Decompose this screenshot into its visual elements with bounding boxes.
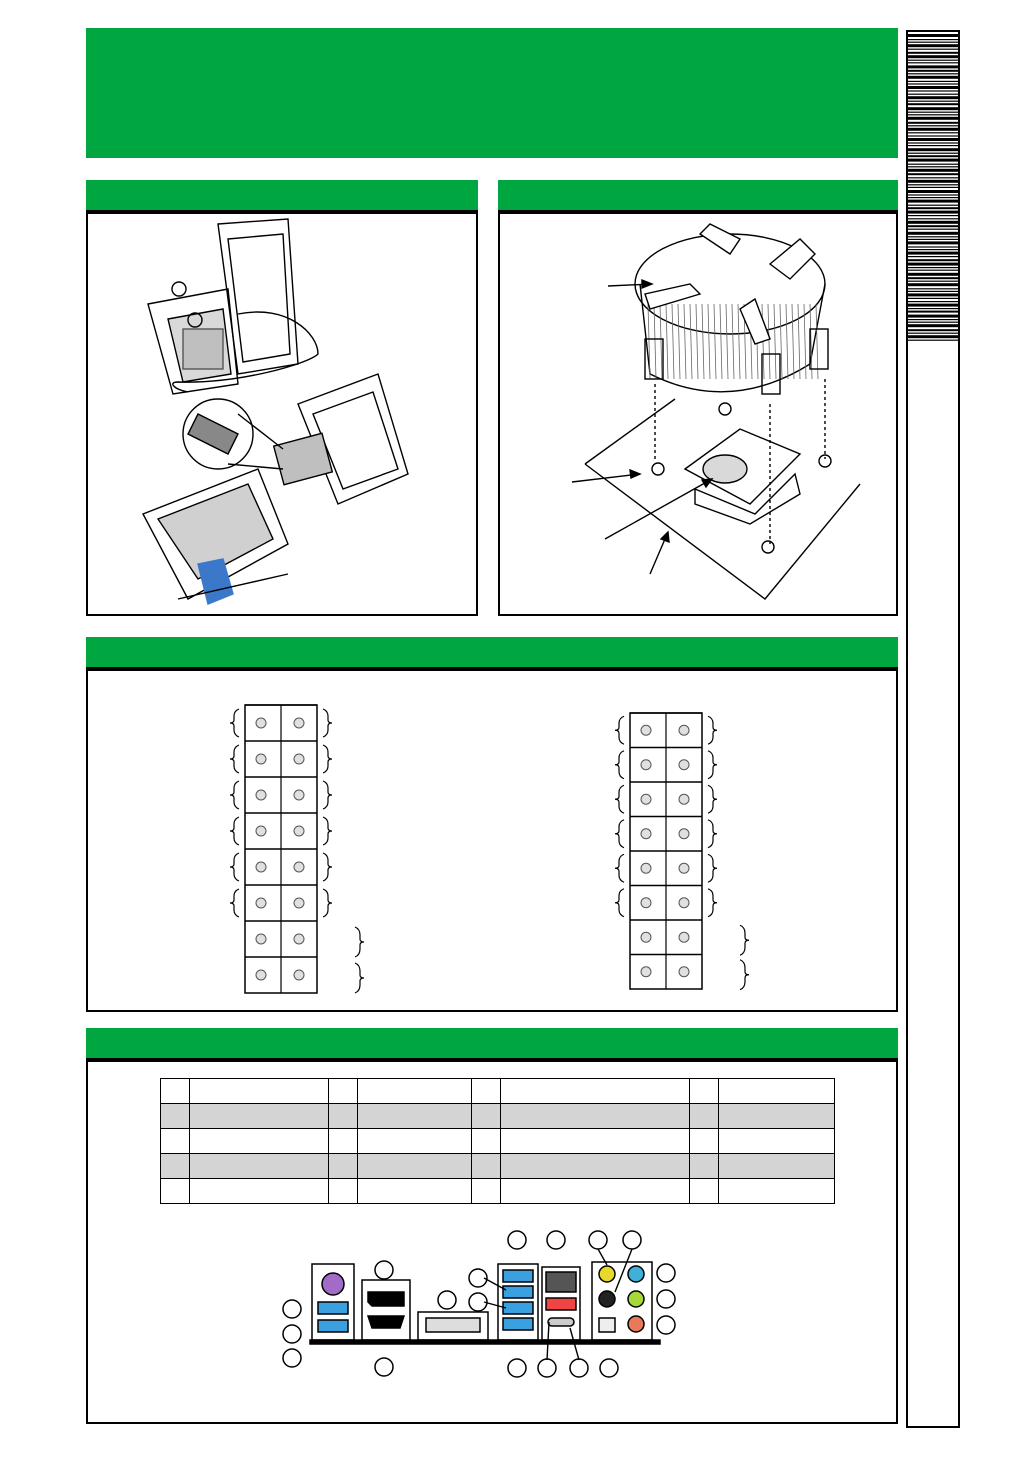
table-cell xyxy=(719,1079,835,1104)
table-row xyxy=(161,1179,835,1204)
table-cell xyxy=(690,1079,719,1104)
table-cell xyxy=(719,1129,835,1154)
table-cell xyxy=(472,1104,501,1129)
table-row xyxy=(161,1104,835,1129)
table-cell xyxy=(161,1179,190,1204)
cpu-cooler-icon xyxy=(500,214,896,614)
table-cell xyxy=(472,1154,501,1179)
table-cell xyxy=(190,1129,329,1154)
table-row xyxy=(161,1079,835,1104)
table-cell xyxy=(690,1179,719,1204)
table-row xyxy=(161,1129,835,1154)
table-cell xyxy=(329,1154,358,1179)
cpu-install-panel xyxy=(86,212,478,616)
table-cell xyxy=(329,1179,358,1204)
title-banner xyxy=(86,28,898,158)
table-cell xyxy=(190,1079,329,1104)
section-header-cooler xyxy=(498,180,898,212)
table-cell xyxy=(329,1129,358,1154)
pin-header-icon xyxy=(88,671,896,1010)
pin-headers-panel xyxy=(86,669,898,1012)
table-cell xyxy=(719,1179,835,1204)
table-cell xyxy=(358,1154,472,1179)
table-cell xyxy=(501,1154,690,1179)
table-cell xyxy=(501,1179,690,1204)
table-cell xyxy=(690,1154,719,1179)
io-port-table xyxy=(160,1078,835,1204)
table-row xyxy=(161,1154,835,1179)
table-cell xyxy=(690,1104,719,1129)
table-cell xyxy=(329,1104,358,1129)
table-cell xyxy=(472,1179,501,1204)
side-tab xyxy=(906,30,960,1428)
table-cell xyxy=(501,1104,690,1129)
cpu-socket-icon xyxy=(88,214,476,614)
section-header-headers xyxy=(86,637,898,669)
table-cell xyxy=(161,1079,190,1104)
table-cell xyxy=(472,1079,501,1104)
table-cell xyxy=(719,1154,835,1179)
table-cell xyxy=(190,1104,329,1129)
table-cell xyxy=(472,1129,501,1154)
table-cell xyxy=(161,1129,190,1154)
section-header-cpu xyxy=(86,180,478,212)
table-cell xyxy=(329,1079,358,1104)
section-header-rear-io xyxy=(86,1028,898,1060)
table-cell xyxy=(501,1129,690,1154)
table-cell xyxy=(190,1179,329,1204)
table-cell xyxy=(501,1079,690,1104)
table-cell xyxy=(358,1179,472,1204)
barcode-icon xyxy=(908,32,958,344)
table-cell xyxy=(690,1129,719,1154)
table-cell xyxy=(161,1154,190,1179)
table-cell xyxy=(161,1104,190,1129)
rear-panel-icon xyxy=(270,1222,690,1382)
table-cell xyxy=(358,1104,472,1129)
table-cell xyxy=(719,1104,835,1129)
table-cell xyxy=(358,1129,472,1154)
table-cell xyxy=(190,1154,329,1179)
cooler-install-panel xyxy=(498,212,898,616)
table-cell xyxy=(358,1079,472,1104)
